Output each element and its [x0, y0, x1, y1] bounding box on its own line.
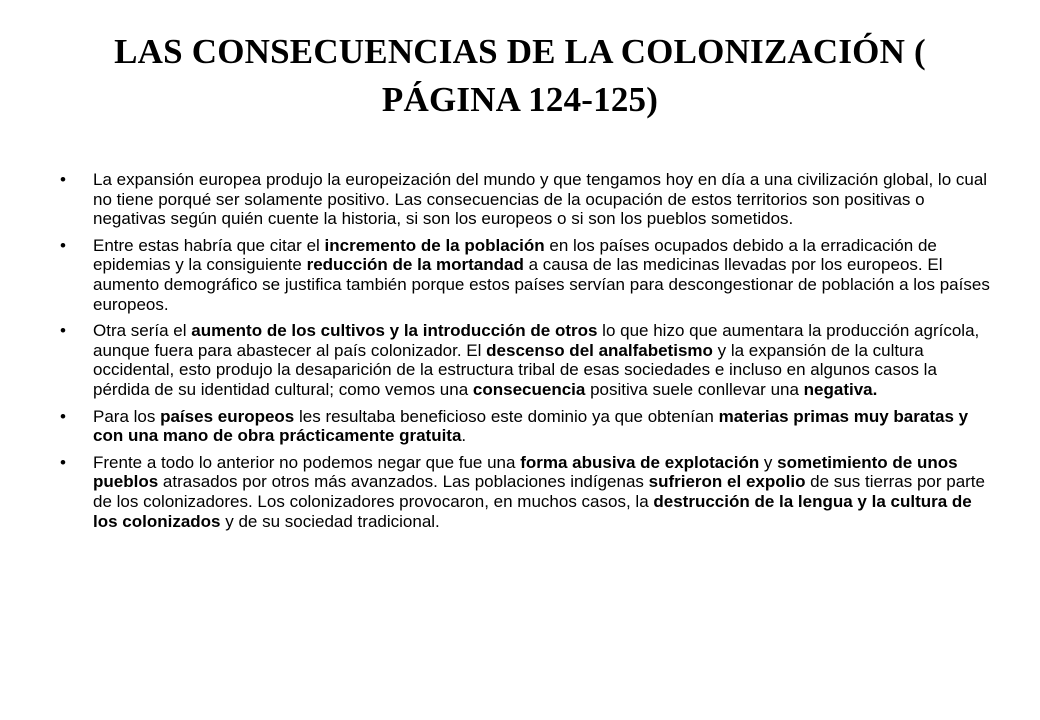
bold-text-segment: descenso del analfabetismo	[486, 340, 713, 360]
text-segment: y la expansión de la cultura occidental, esto produjo la desaparición de la estructura tribal de esas sociedades e incluso en algunos casos la pérdida de su identidad cultural; como vemos una	[93, 340, 937, 399]
bullet-item-europeizacion	[60, 170, 990, 229]
bold-text-segment: incremento de la población	[324, 235, 545, 255]
bullet-dot-icon: •	[60, 321, 66, 341]
bold-text-segment: sometimiento de unos pueblos	[93, 452, 958, 492]
text-segment: .	[461, 426, 467, 446]
bold-text-segment: reducción de la mortandad	[306, 255, 524, 275]
bullet-text	[93, 236, 990, 314]
bullet-dot-icon: •	[60, 170, 66, 189]
slide-title-line-2: PÁGINA 124-125)	[381, 80, 659, 119]
bold-text-segment: países europeos	[160, 406, 295, 426]
slide-title-line-1: LAS CONSECUENCIAS DE LA COLONIZACIÓN (	[114, 32, 926, 71]
bullet-list	[60, 170, 990, 538]
text-segment: de sus tierras por parte de los colonizadores. Los colonizadores provocaron, en muchos casos, la	[93, 472, 985, 511]
bullet-item-paises-europeos	[60, 407, 990, 446]
bullet-text	[93, 170, 987, 228]
text-segment: Entre estas habría que citar el	[93, 235, 325, 255]
bullet-item-cultivos	[60, 321, 990, 399]
text-segment: y de su sociedad tradicional.	[220, 511, 440, 531]
text-segment: Otra sería el	[93, 321, 192, 341]
text-segment: Para los	[93, 406, 161, 426]
bold-text-segment: aumento de los cultivos y la introducción de otros	[191, 321, 598, 341]
bullet-item-explotacion	[60, 453, 990, 531]
bold-text-segment: forma abusiva de explotación	[520, 452, 760, 472]
bullet-dot-icon: •	[60, 235, 66, 255]
text-segment: La expansión europea produjo la europeización del mundo y que tengamos hoy en día a una civilización global, lo cual no tiene porqué ser solamente positivo. Las consecuencias de la ocupación de estos territorios son positivas o negativas según quién cuente la historia, si son los europeos o si son los pueblos sometidos.	[93, 170, 988, 229]
bullet-dot-icon: •	[60, 452, 66, 472]
text-segment: y	[759, 452, 778, 472]
bold-text-segment: consecuencia	[472, 379, 586, 399]
text-segment: lo que hizo que aumentara la producción agrícola, aunque fuera para abastecer al país colonizador. El	[93, 321, 980, 360]
bullet-dot-icon: •	[60, 406, 66, 426]
bullet-item-poblacion	[60, 236, 990, 314]
bold-text-segment: sufrieron el expolio	[648, 472, 806, 492]
bold-text-segment: materias primas muy baratas y con una mano de obra prácticamente gratuita	[93, 406, 969, 446]
text-segment: positiva suele conllevar una	[585, 379, 804, 399]
text-segment: en los países ocupados debido a la erradicación de epidemias y la consiguiente	[93, 235, 937, 275]
text-segment: les resultaba beneficioso este dominio ya que obtenían	[294, 406, 719, 426]
bullet-text	[93, 407, 968, 446]
bold-text-segment: destrucción de la lengua y la cultura de los colonizados	[93, 491, 972, 531]
slide-title	[60, 28, 980, 124]
bullet-text	[93, 321, 979, 399]
text-segment: Frente a todo lo anterior no podemos negar que fue una	[93, 452, 521, 472]
text-segment: atrasados por otros más avanzados. Las poblaciones indígenas	[158, 472, 649, 492]
text-segment: a causa de las medicinas llevadas por los europeos. El aumento demográfico se justifica también porque estos países servían para descongestionar de población a los países europeos.	[93, 255, 990, 314]
bullet-text	[93, 453, 985, 531]
bold-text-segment: negativa.	[803, 379, 878, 399]
